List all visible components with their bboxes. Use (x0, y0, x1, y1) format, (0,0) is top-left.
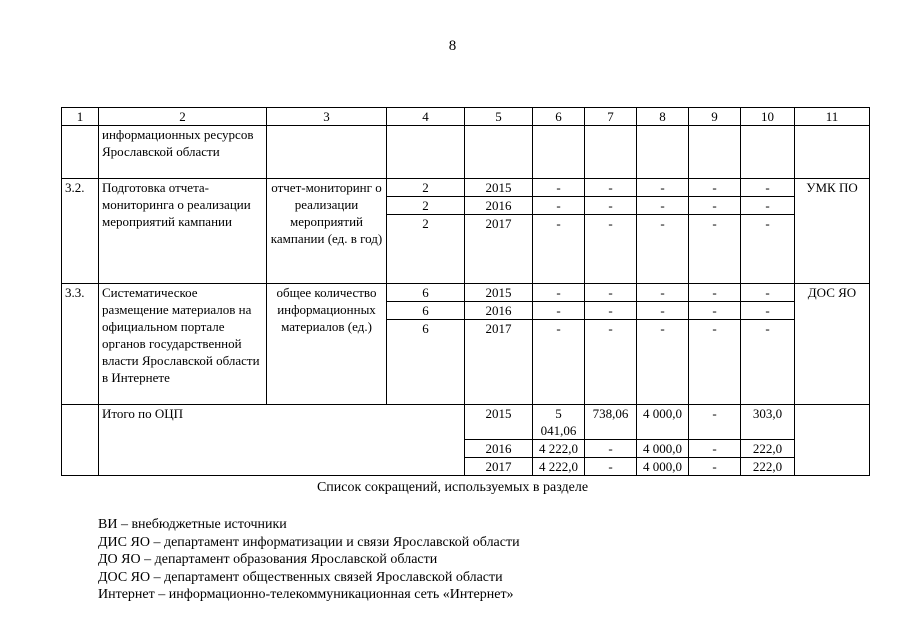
table-row (62, 284, 870, 302)
year: 2016 (465, 197, 533, 215)
value-cell: - (585, 197, 637, 215)
year: 2017 (465, 215, 533, 284)
qty: 6 (387, 284, 465, 302)
activity-name: Подготовка отчета-мониторинга о реализации мероприятий кампании (99, 179, 267, 284)
value-cell: - (741, 179, 795, 197)
value-cell: - (533, 302, 585, 320)
value-cell: - (585, 302, 637, 320)
value-cell: 4 000,0 (637, 405, 689, 440)
year: 2016 (465, 302, 533, 320)
value-cell: - (637, 284, 689, 302)
header-cell: 6 (533, 108, 585, 126)
page-number: 8 (448, 38, 457, 54)
value-cell: 4 222,0 (533, 440, 585, 458)
header-cell: 9 (689, 108, 741, 126)
header-cell: 5 (465, 108, 533, 126)
value-cell: - (741, 215, 795, 284)
value-cell: - (585, 458, 637, 476)
value-cell: - (741, 284, 795, 302)
qty: 2 (387, 197, 465, 215)
value-cell: - (689, 405, 741, 440)
year: 2016 (465, 440, 533, 458)
value-cell: - (637, 197, 689, 215)
value-cell: - (689, 320, 741, 405)
column-number-row (62, 108, 870, 126)
value-cell: 738,06 (585, 405, 637, 440)
value-cell: - (533, 320, 585, 405)
value-cell: 222,0 (741, 458, 795, 476)
value-cell: 5 041,06 (533, 405, 585, 440)
value-cell: - (689, 284, 741, 302)
list-item: ВИ – внебюджетные источники (98, 517, 287, 532)
row-number: 3.2. (62, 179, 99, 284)
header-cell: 2 (99, 108, 267, 126)
value-cell: - (637, 179, 689, 197)
year: 2017 (465, 458, 533, 476)
continuation-row (62, 126, 870, 179)
abbreviations-title: Список сокращений, используемых в разделе (316, 480, 589, 495)
year: 2015 (465, 284, 533, 302)
value-cell: - (533, 179, 585, 197)
value-cell: - (585, 320, 637, 405)
value-cell: - (533, 284, 585, 302)
value-cell: - (689, 302, 741, 320)
header-cell: 10 (741, 108, 795, 126)
value-cell: 303,0 (741, 405, 795, 440)
year: 2015 (465, 179, 533, 197)
list-item: ДИС ЯО – департамент информатизации и связи Ярославской области (98, 534, 520, 550)
value-cell: - (585, 284, 637, 302)
executor: ДОС ЯО (795, 284, 870, 405)
value-cell: - (637, 215, 689, 284)
row-number (62, 126, 99, 179)
value-cell: - (741, 320, 795, 405)
header-cell: 4 (387, 108, 465, 126)
value-cell: 4 000,0 (637, 458, 689, 476)
header-cell: 11 (795, 108, 870, 126)
abbreviations-list (98, 516, 520, 604)
value-cell: - (689, 458, 741, 476)
executor: УМК ПО (795, 179, 870, 284)
table-row (62, 179, 870, 197)
total-label: Итого по ОЦП (99, 405, 465, 476)
list-item: ДОС ЯО – департамент общественных связей Ярославской области (98, 569, 503, 585)
value-cell: - (741, 197, 795, 215)
total-row (62, 405, 870, 440)
value-cell: - (585, 440, 637, 458)
value-cell: - (741, 302, 795, 320)
row-number: 3.3. (62, 284, 99, 405)
value-cell: - (585, 179, 637, 197)
value-cell: - (585, 215, 637, 284)
indicator: отчет-мониторинг о реализации мероприятий кампании (ед. в год) (267, 179, 387, 284)
list-item: Интернет – информационно-телекоммуникационная сеть «Интернет» (98, 587, 514, 602)
value-cell: - (533, 215, 585, 284)
qty: 2 (387, 179, 465, 197)
activity-name: информационных ресурсов Ярославской области (99, 126, 267, 179)
qty: 6 (387, 302, 465, 320)
program-table (61, 107, 870, 476)
header-cell: 3 (267, 108, 387, 126)
value-cell: 222,0 (741, 440, 795, 458)
value-cell: - (637, 320, 689, 405)
activity-name: Систематическое размещение материалов на официальном портале органов государственной власти Ярославской области в Интернете (99, 284, 267, 405)
value-cell: - (689, 197, 741, 215)
value-cell: - (533, 197, 585, 215)
year: 2015 (465, 405, 533, 440)
year: 2017 (465, 320, 533, 405)
list-item: ДО ЯО – департамент образования Ярославской области (98, 552, 438, 567)
header-cell: 8 (637, 108, 689, 126)
value-cell: 4 000,0 (637, 440, 689, 458)
qty: 2 (387, 215, 465, 284)
value-cell: - (637, 302, 689, 320)
value-cell: - (689, 440, 741, 458)
value-cell: - (689, 179, 741, 197)
header-cell: 1 (62, 108, 99, 126)
header-cell: 7 (585, 108, 637, 126)
value-cell: 4 222,0 (533, 458, 585, 476)
indicator: общее количество информационных материалов (ед.) (267, 284, 387, 405)
value-cell: - (689, 215, 741, 284)
qty: 6 (387, 320, 465, 405)
